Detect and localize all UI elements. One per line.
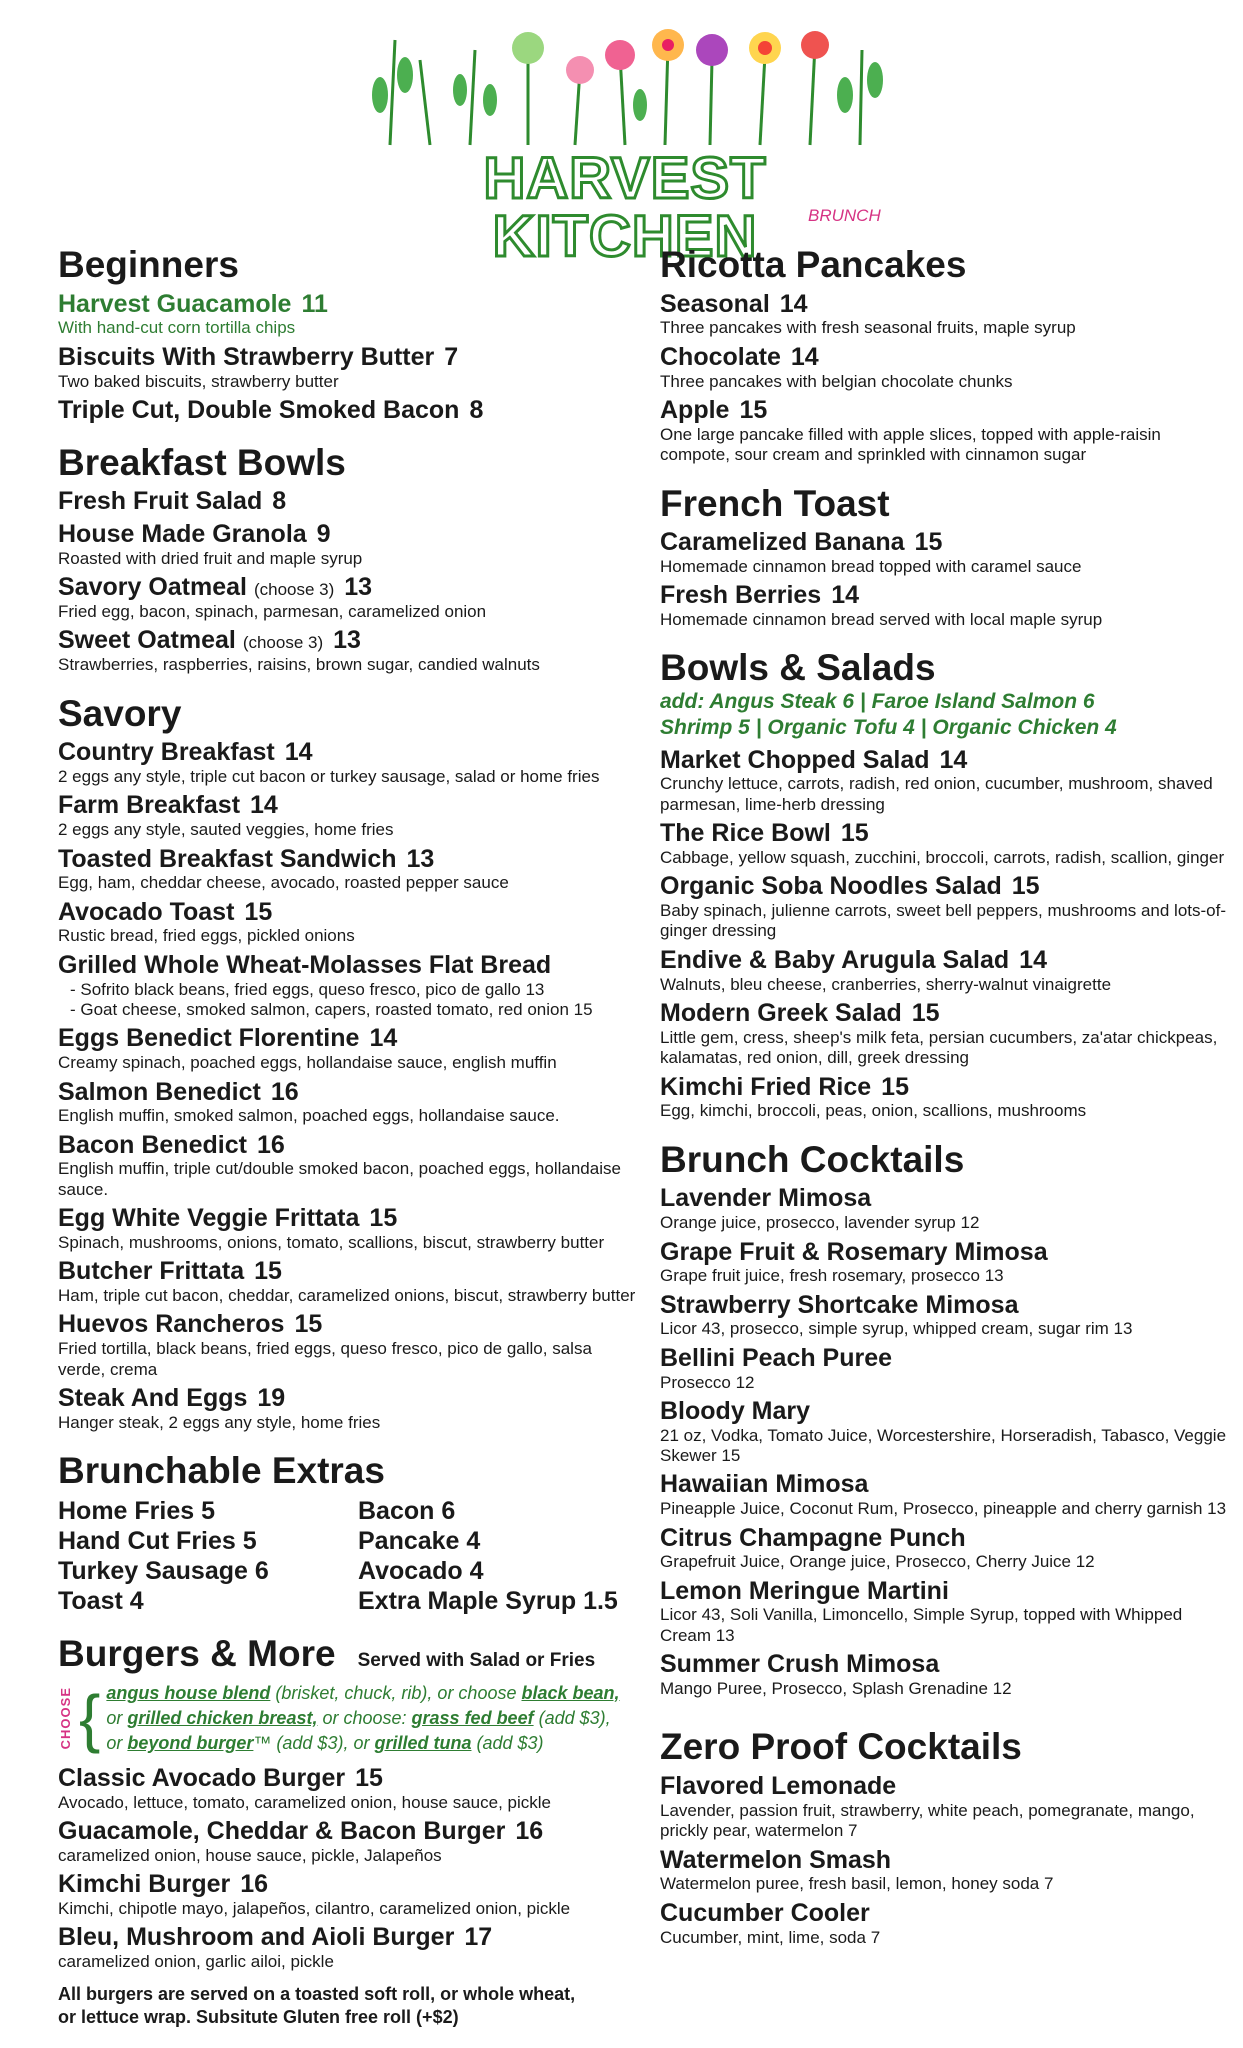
item-name: Harvest Guacamole: [58, 289, 292, 318]
menu-item: [58, 343, 643, 392]
item-desc: 2 eggs any style, triple cut bacon or turkey sausage, salad or home fries: [58, 767, 600, 787]
extra-item: Turkey Sausage 6: [58, 1556, 269, 1585]
item-name: Apple: [660, 395, 730, 424]
brand-subtitle: BRUNCH: [808, 206, 881, 225]
item-desc: Three pancakes with fresh seasonal fruits, maple syrup: [660, 318, 1076, 338]
item-name: Bacon Benedict: [58, 1130, 247, 1159]
menu-item: [660, 1397, 1235, 1467]
menu-item: [58, 898, 643, 947]
extra-item: Avocado 4: [358, 1556, 484, 1585]
menu-item: [58, 290, 643, 339]
item-desc: Roasted with dried fruit and maple syrup: [58, 548, 363, 568]
section-title: Burgers & More: [58, 1632, 336, 1674]
item-desc: Little gem, cress, sheep's milk feta, persian cucumbers, za'atar chickpeas, kalamatas, red onion, dill, greek dressing: [660, 1027, 1218, 1068]
item-price: 13: [406, 844, 435, 873]
section-title: French Toast: [660, 482, 890, 524]
item-price: 17: [464, 1923, 493, 1952]
item-price: 16: [270, 1077, 299, 1106]
item-price: 15: [911, 999, 940, 1027]
item-desc: With hand-cut corn tortilla chips: [58, 318, 296, 338]
menu-item: [58, 1310, 643, 1380]
menu-item: [58, 1078, 643, 1127]
item-name: Grilled Whole Wheat-Molasses Flat Bread: [58, 950, 552, 979]
item-price: 15: [881, 1072, 909, 1101]
menu-item: [58, 951, 643, 1021]
item-name: Modern Greek Salad: [660, 999, 902, 1027]
flower-illustration: [0, 0, 1243, 150]
section-french-toast: [660, 484, 1235, 631]
item-desc: Grape fruit juice, fresh rosemary, prosecco 13: [660, 1266, 1004, 1286]
item-price: 15: [1011, 872, 1040, 901]
menu-item: [660, 1524, 1235, 1573]
section-title: Bowls & Salads: [660, 647, 936, 689]
item-name: Grape Fruit & Rosemary Mimosa: [660, 1237, 1048, 1266]
item-desc: 21 oz, Vodka, Tomato Juice, Worcestershire, Horseradish, Tabasco, Veggie Skewer 15: [660, 1425, 1227, 1466]
item-price: 14: [250, 791, 278, 820]
item-name: Market Chopped Salad: [660, 745, 930, 774]
section-title: Breakfast Bowls: [58, 441, 346, 483]
menu-item: [58, 626, 643, 675]
item-desc: One large pancake filled with apple slices, topped with apple-raisin compote, sour cream and sprinkled with cinnamon sugar: [660, 424, 1161, 465]
item-desc: Cucumber, mint, lime, soda 7: [660, 1927, 881, 1947]
item-desc: Fried tortilla, black beans, fried eggs, queso fresco, pico de gallo, salsa verde, crema: [58, 1339, 592, 1379]
item-desc: Kimchi, chipotle mayo, jalapeños, cilantro, caramelized onion, pickle: [58, 1899, 571, 1919]
item-name: Citrus Champagne Punch: [660, 1523, 966, 1552]
item-price: 11: [301, 289, 328, 318]
menu-item: [660, 396, 1235, 466]
menu-item: [58, 573, 643, 622]
extra-item: Pancake 4: [358, 1526, 481, 1555]
item-name: Country Breakfast: [58, 738, 275, 767]
menu-item: [660, 819, 1235, 868]
item-price: 14: [1019, 945, 1047, 974]
item-name: Kimchi Burger: [58, 1870, 231, 1899]
item-name: Guacamole, Cheddar & Bacon Burger: [58, 1817, 506, 1846]
menu-item: [660, 581, 1235, 630]
item-name: Hawaiian Mimosa: [660, 1470, 869, 1499]
section-brunchable-extras: [58, 1451, 643, 1616]
menu-item: [660, 1073, 1235, 1122]
item-name: Triple Cut, Double Smoked Bacon: [58, 395, 460, 424]
item-name: Fresh Berries: [660, 581, 822, 610]
item-name: Butcher Frittata: [58, 1257, 245, 1286]
item-note: (choose 3): [253, 580, 335, 600]
section-bowls-salads: [660, 648, 1235, 1121]
item-desc: Prosecco 12: [660, 1372, 755, 1392]
item-price: 15: [254, 1257, 282, 1286]
item-price: 13: [344, 573, 373, 602]
item-desc: Hanger steak, 2 eggs any style, home fries: [58, 1412, 381, 1432]
item-price: 16: [256, 1130, 285, 1159]
item-name: Avocado Toast: [58, 897, 235, 926]
item-desc: English muffin, triple cut/double smoked bacon, poached eggs, hollandaise sauce.: [58, 1159, 621, 1199]
item-note: (choose 3): [242, 633, 324, 653]
item-price: 15: [294, 1310, 323, 1339]
section-breakfast-bowls: [58, 443, 643, 676]
section-brunch-cocktails: [660, 1140, 1235, 1700]
menu-item: [660, 1344, 1235, 1393]
item-price: 16: [515, 1817, 544, 1846]
section-title: Brunch Cocktails: [660, 1138, 965, 1180]
menu-item: [660, 1577, 1235, 1647]
menu-item: [58, 487, 643, 516]
menu-item: [660, 1899, 1235, 1948]
menu-item: [58, 520, 643, 569]
item-desc: Crunchy lettuce, carrots, radish, red onion, cucumber, mushroom, shaved parmesan, lime-herb dressing: [660, 774, 1213, 814]
item-name: Strawberry Shortcake Mimosa: [660, 1290, 1019, 1319]
menu-item: [660, 1184, 1235, 1233]
item-desc: Homemade cinnamon bread topped with caramel sauce: [660, 556, 1082, 576]
item-price: 9: [316, 520, 331, 549]
protein-choice: [58, 1681, 643, 1757]
right-column: [660, 245, 1235, 1966]
item-name: Chocolate: [660, 342, 781, 371]
burger-note: All burgers are served on a toasted soft roll, or whole wheat, or lettuce wrap. Subsitute Gluten free roll (+$2): [58, 1983, 576, 2028]
item-name: Egg White Veggie Frittata: [58, 1204, 360, 1233]
item-name: Lavender Mimosa: [660, 1184, 872, 1213]
section-title: Savory: [58, 692, 182, 734]
item-name: Summer Crush Mimosa: [660, 1650, 940, 1679]
section-title: Brunchable Extras: [58, 1450, 385, 1492]
item-desc: caramelized onion, house sauce, pickle, Jalapeños: [58, 1845, 442, 1865]
item-price: 15: [369, 1204, 398, 1233]
menu-item: [58, 1923, 643, 1972]
menu-item: [660, 528, 1235, 577]
item-name: Bellini Peach Puree: [660, 1343, 893, 1372]
item-name: Cucumber Cooler: [660, 1898, 870, 1927]
extras-list: [58, 1496, 643, 1616]
item-desc: Egg, kimchi, broccoli, peas, onion, scallions, mushrooms: [660, 1101, 1087, 1121]
item-desc: Baby spinach, julienne carrots, sweet bell peppers, mushrooms and lots-of-ginger dressing: [660, 901, 1227, 941]
item-option: - Goat cheese, smoked salmon, capers, roasted tomato, red onion 15: [70, 999, 593, 1019]
item-desc: Spinach, mushrooms, onions, tomato, scallions, biscut, strawberry butter: [58, 1232, 605, 1252]
item-price: 14: [939, 745, 968, 774]
brace-icon: {: [79, 1682, 101, 1755]
section-zero-proof: [660, 1727, 1235, 1948]
item-desc: Lavender, passion fruit, strawberry, white peach, pomegranate, mango, prickly pear, watermelon 7: [660, 1800, 1195, 1841]
item-price: 14: [284, 738, 313, 767]
extras-column-1: [58, 1496, 358, 1616]
menu-item: [58, 1024, 643, 1073]
item-name: Seasonal: [660, 289, 770, 318]
item-desc: Three pancakes with belgian chocolate chunks: [660, 371, 1013, 391]
menu-item: [660, 1238, 1235, 1287]
extra-item: Toast 4: [58, 1586, 144, 1615]
item-price: 15: [739, 395, 768, 424]
section-savory: [58, 694, 643, 1434]
item-name: Watermelon Smash: [660, 1845, 892, 1874]
section-burgers: [58, 1634, 643, 2030]
item-name: Farm Breakfast: [58, 791, 241, 820]
item-price: 14: [790, 342, 819, 371]
menu-item: [660, 1291, 1235, 1340]
item-desc: Creamy spinach, poached eggs, hollandaise sauce, english muffin: [58, 1053, 557, 1073]
item-price: 15: [244, 897, 273, 926]
item-desc: Licor 43, prosecco, simple syrup, whipped cream, sugar rim 13: [660, 1319, 1133, 1339]
item-name: House Made Granola: [58, 520, 307, 549]
item-name: Bloody Mary: [660, 1396, 811, 1425]
extras-column-2: [358, 1496, 618, 1616]
menu-item: [58, 1204, 643, 1253]
item-desc: Ham, triple cut bacon, cheddar, caramelized onions, biscut, strawberry butter: [58, 1286, 636, 1306]
item-name: Bleu, Mushroom and Aioli Burger: [58, 1923, 455, 1952]
item-price: 14: [779, 289, 808, 318]
item-desc: Walnuts, bleu cheese, cranberries, sherry-walnut vinaigrette: [660, 974, 1112, 994]
left-column: [58, 245, 643, 2047]
item-price: 15: [355, 1764, 383, 1793]
item-price: 15: [914, 528, 943, 557]
item-desc: Watermelon puree, fresh basil, lemon, honey soda 7: [660, 1874, 1054, 1894]
item-name: Savory Oatmeal: [58, 573, 247, 602]
item-price: 16: [240, 1870, 269, 1899]
item-desc: Cabbage, yellow squash, zucchini, broccoli, carrots, radish, scallion, ginger: [660, 847, 1225, 867]
menu-item: [660, 1470, 1235, 1519]
menu-item: [660, 343, 1235, 392]
brand-logo-text: HARVEST KITCHEN: [483, 146, 767, 269]
section-title: Beginners: [58, 244, 239, 285]
item-desc: 2 eggs any style, sauted veggies, home fries: [58, 820, 394, 840]
extra-item: Home Fries 5: [58, 1496, 216, 1525]
item-price: 15: [840, 819, 869, 848]
menu-item: [58, 845, 643, 894]
menu-item: [58, 1257, 643, 1306]
menu-item: [660, 946, 1235, 995]
section-title: Ricotta Pancakes: [660, 244, 967, 285]
menu-item: [660, 290, 1235, 339]
menu-item: [58, 1384, 643, 1433]
menu-item: [58, 396, 643, 425]
item-price: 13: [333, 626, 361, 655]
item-name: Sweet Oatmeal: [58, 626, 236, 655]
item-desc: Mango Puree, Prosecco, Splash Grenadine 12: [660, 1679, 1012, 1699]
item-name: The Rice Bowl: [660, 819, 831, 848]
item-desc: Strawberries, raspberries, raisins, brown sugar, candied walnuts: [58, 655, 540, 675]
item-name: Endive & Baby Arugula Salad: [660, 945, 1010, 974]
section-beginners: [58, 245, 643, 425]
item-name: Kimchi Fried Rice: [660, 1072, 872, 1101]
item-price: 7: [444, 342, 459, 371]
addons-line: Shrimp 5 | Organic Tofu 4 | Organic Chicken 4: [660, 716, 1117, 740]
item-price: 8: [469, 395, 484, 424]
item-desc: Grapefruit Juice, Orange juice, Prosecco, Cherry Juice 12: [660, 1552, 1095, 1572]
item-desc: English muffin, smoked salmon, poached eggs, hollandaise sauce.: [58, 1106, 560, 1126]
item-option: - Sofrito black beans, fried eggs, queso fresco, pico de gallo 13: [70, 979, 545, 999]
menu-item: [660, 746, 1235, 816]
menu-item: [58, 1764, 643, 1813]
item-name: Toasted Breakfast Sandwich: [58, 844, 397, 873]
item-name: Huevos Rancheros: [58, 1310, 285, 1339]
menu-item: [660, 872, 1235, 942]
menu-item: [58, 791, 643, 840]
item-desc: Orange juice, prosecco, lavender syrup 12: [660, 1213, 980, 1233]
item-name: Eggs Benedict Florentine: [58, 1024, 360, 1053]
item-desc: Egg, ham, cheddar cheese, avocado, roasted pepper sauce: [58, 873, 509, 893]
choose-label: CHOOSE: [58, 1687, 73, 1750]
item-name: Flavored Lemonade: [660, 1772, 897, 1801]
served-note: Served with Salad or Fries: [357, 1649, 596, 1671]
menu-item: [660, 999, 1235, 1069]
section-ricotta-pancakes: [660, 245, 1235, 466]
item-price: 14: [369, 1024, 398, 1053]
item-name: Lemon Meringue Martini: [660, 1576, 949, 1605]
item-desc: Rustic bread, fried eggs, pickled onions: [58, 926, 355, 946]
item-name: Steak And Eggs: [58, 1383, 248, 1412]
item-desc: Homemade cinnamon bread served with local maple syrup: [660, 610, 1103, 630]
menu-item: [660, 1650, 1235, 1699]
menu-item: [58, 1817, 643, 1866]
item-desc: Pineapple Juice, Coconut Rum, Prosecco, pineapple and cherry garnish 13: [660, 1499, 1227, 1519]
item-price: 14: [831, 581, 860, 610]
item-desc: Fried egg, bacon, spinach, parmesan, caramelized onion: [58, 602, 487, 622]
item-name: Fresh Fruit Salad: [58, 487, 263, 516]
item-price: 19: [257, 1383, 286, 1412]
item-desc: caramelized onion, garlic ailoi, pickle: [58, 1952, 334, 1972]
item-name: Biscuits With Strawberry Butter: [58, 342, 435, 371]
extra-item: Extra Maple Syrup 1.5: [358, 1586, 618, 1615]
item-name: Salmon Benedict: [58, 1077, 261, 1106]
section-title: Zero Proof Cocktails: [660, 1726, 1022, 1768]
item-price: 8: [272, 487, 287, 516]
item-name: Organic Soba Noodles Salad: [660, 872, 1002, 901]
menu-item: [58, 1870, 643, 1919]
item-desc: Two baked biscuits, strawberry butter: [58, 371, 339, 391]
item-name: Caramelized Banana: [660, 528, 905, 557]
item-desc: Avocado, lettuce, tomato, caramelized onion, house sauce, pickle: [58, 1792, 551, 1812]
extra-item: Hand Cut Fries 5: [58, 1526, 257, 1555]
menu-item: [58, 738, 643, 787]
menu-item: [660, 1846, 1235, 1895]
item-desc: Licor 43, Soli Vanilla, Limoncello, Simple Syrup, topped with Whipped Cream 13: [660, 1605, 1183, 1645]
item-name: Classic Avocado Burger: [58, 1764, 346, 1793]
protein-options: angus house blend (brisket, chuck, rib), or choose black bean, or grilled chicken breast, or choose: grass fed beef (add $3), or beyond burger™ (add $3), or grilled tuna (add $3): [106, 1682, 620, 1753]
extra-item: Bacon 6: [358, 1496, 456, 1525]
menu-item: [660, 1772, 1235, 1842]
addons-line: add: Angus Steak 6 | Faroe Island Salmon 6: [660, 690, 1095, 714]
menu-item: [58, 1131, 643, 1201]
